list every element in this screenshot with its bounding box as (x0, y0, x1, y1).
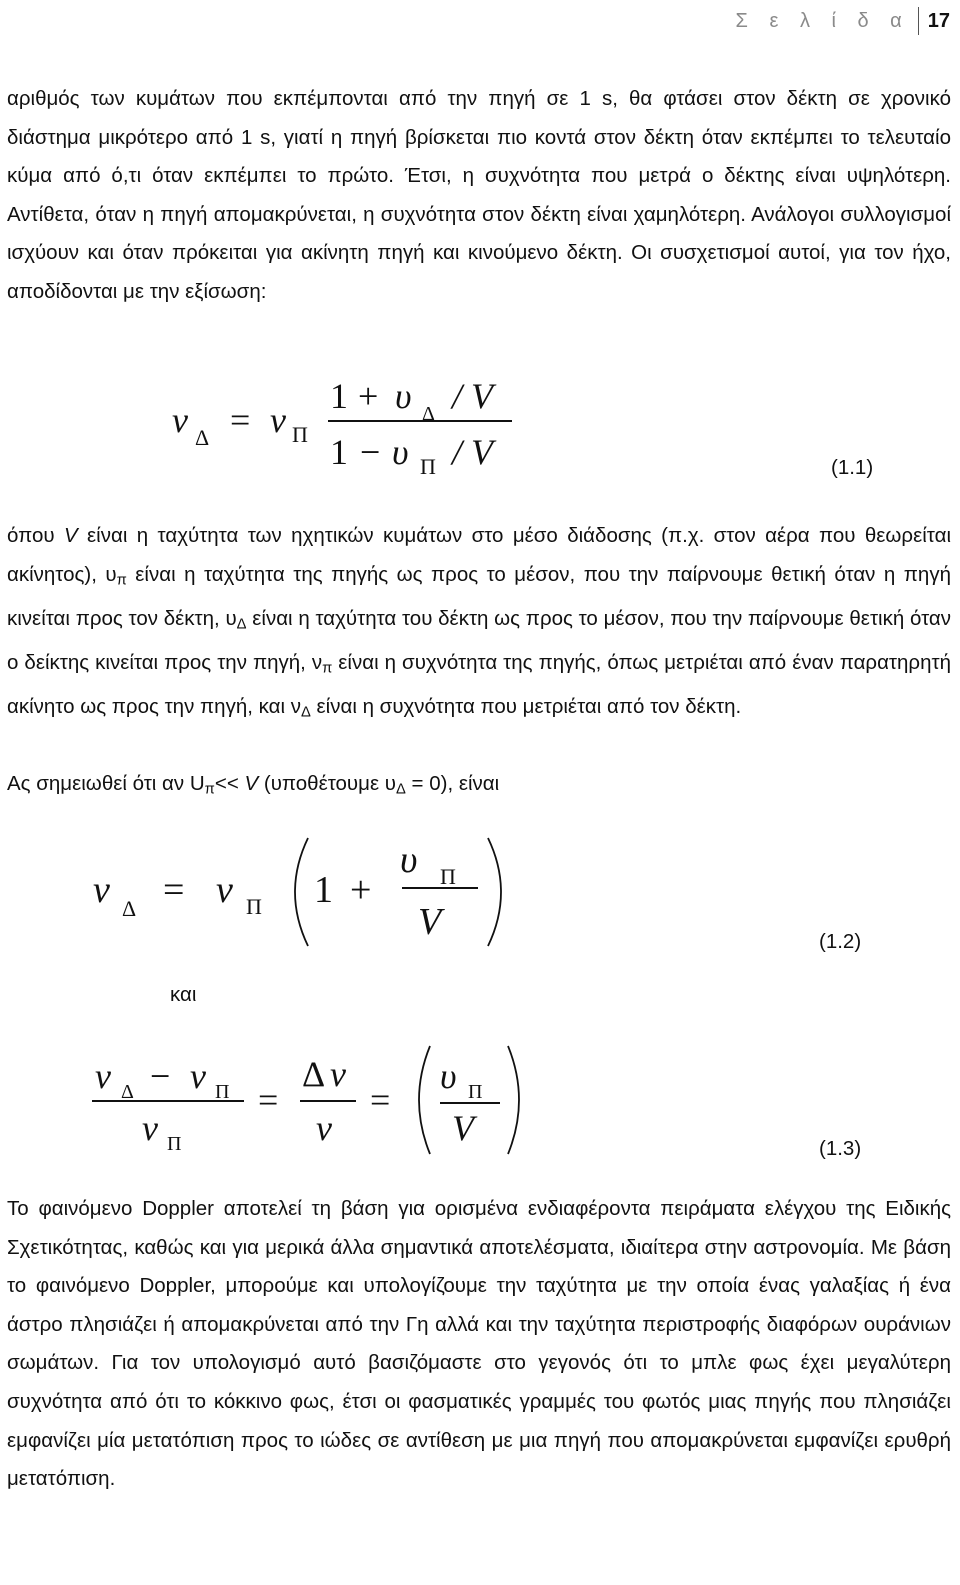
eq2-right-paren (488, 838, 501, 946)
eq1-den-op: − (360, 432, 381, 472)
eq3-dn-var: ν (330, 1054, 346, 1094)
p2-symbol-V: V (63, 524, 78, 547)
eq2-one: 1 (314, 869, 333, 911)
paragraph-1: αριθμός των κυμάτων που εκπέμπονται από την πηγή σε 1 s, θα φτάσει στον δέκτη σε χρονικό διάστημα μικρότερο από 1 s, γιατί η πηγή βρίσκεται πιο κοντά στον δέκτη όταν εκπέμπει το τελευταίο κύμα από ό,τι όταν εκπέμπει το πρώτο. Έτσι, η συχνότητα που μετρά ο δέκτης είναι υψηλότερη. Αντίθετα, όταν η πηγή απομακρύνεται, η συχνότητα στον δέκτη είναι χαμηλότερη. Ανάλογοι συλλογισμοί ισχύουν και όταν πρόκειται για ακίνητη πηγή και κινούμενο δέκτη. Οι συσχετισμοί αυτοί, για τον ήχο, αποδίδονται με την εξίσωση: (7, 87, 951, 303)
eq3-c-sub: Π (167, 1133, 182, 1155)
p2-text-5: είναι η συχνότητα της πηγής, όπως μετριέται από έναν παρατηρητή ακίνητο ως προς την πηγή, και ν (7, 651, 951, 719)
eq3-b-sub: Π (215, 1081, 230, 1103)
eq1-den-div: / V (452, 432, 493, 472)
p2-sub-delta: Δ (236, 616, 247, 633)
p2-text-4: είναι η ταχύτητα του δέκτη ως προς το μέσον, που την παίρνουμε θετική όταν ο δείκτης κινείται προς την πηγή, ν (7, 606, 951, 675)
eq1-den-one: 1 (330, 432, 348, 472)
eq2-factor-sub: Π (246, 894, 262, 919)
eq3-a-sub: Δ (121, 1081, 134, 1103)
page-header (736, 6, 950, 36)
eq2-factor: ν (216, 869, 233, 911)
eq1-den-var: υ (392, 432, 409, 472)
eq1-num-sub: Δ (422, 403, 435, 425)
eq3-right-paren (508, 1046, 519, 1154)
p3-text-2: << (214, 772, 245, 795)
eq2-lhs-sub: Δ (122, 896, 137, 921)
eq1-factor: ν (270, 400, 286, 440)
eq2-left-paren (295, 838, 308, 946)
eq2-num: υ (400, 839, 418, 881)
eq1-num-op: + (358, 376, 379, 416)
p3-symbol-V: V (244, 772, 259, 795)
eq3-equals-2: = (370, 1080, 391, 1120)
eq1-factor-sub: Π (292, 422, 308, 447)
p2-sub-delta-2: Δ (300, 705, 311, 722)
eq3-left-paren (419, 1046, 430, 1154)
eq3-b: ν (190, 1056, 206, 1096)
p2-text-3: είναι η ταχύτητα της πηγής ως προς το μέσον, που την παίρνουμε θετική όταν η πηγή κινείται προς τον δέκτη, υ (7, 562, 951, 630)
eq3-a: ν (95, 1056, 111, 1096)
p2-sub-pi: π (116, 572, 127, 589)
eq3-frac-den: V (452, 1108, 474, 1148)
eq3-minus: − (150, 1056, 171, 1096)
eq1-lhs: ν (172, 400, 188, 440)
p2-text-6: είναι η συχνότητα που μετριέται από τον δέκτη. (310, 695, 742, 719)
eq3-c: ν (142, 1108, 158, 1148)
paragraph-4: Το φαινόμενο Doppler αποτελεί τη βάση για ορισμένα ενδιαφέροντα πειράματα ελέγχου της Ειδικής Σχετικότητας, καθώς και για μερικά άλλα σημαντικά αποτελέσματα, ιδιαίτερα στην αστρονομία. Με βάση το φαινόμενο Doppler, μπορούμε και υπολογίζουμε την ταχύτητα με την οποία ένας γαλαξίας ή ένα άστρο πλησιάζει ή απομακρύνεται από την Γη αλλά και την ταχύτητα περιστροφής διαφόρων ουράνιων σωμάτων. Για τον υπολογισμό αυτό βασιζόμαστε στο γεγονός ότι το μπλε φως έχει μεγαλύτερη συχνότητα από ότι το κόκκινο φως, έτσι οι φασματικές γραμμές του φωτός μιας πηγής που πλησιάζει εμφανίζει μία μετατόπιση προς το ιώδες σε αντίθεση με μια πηγή που απομακρύνεται εμφανίζει ερυθρή μετατόπιση. (7, 1197, 951, 1491)
equation-1-2 (0, 830, 960, 950)
equation-1-1-label: (1.1) (831, 456, 874, 479)
equation-1-3-label: (1.3) (819, 1137, 862, 1160)
equation-1-2-label: (1.2) (819, 930, 862, 953)
eq1-num-div: / V (452, 376, 493, 416)
equation-1-3 (0, 1040, 960, 1160)
eq3-d-den: ν (316, 1108, 332, 1148)
page-number: 17 (927, 9, 950, 32)
eq2-num-sub: Π (440, 864, 456, 889)
p2-text-2: είναι η ταχύτητα των ηχητικών κυμάτων στο μέσο διάδοσης (π.χ. στον αέρα που θεωρείται ακίνητος), υ (7, 524, 951, 586)
p3-text-1: Ας σημειωθεί ότι αν U (7, 772, 205, 795)
paragraph-2 (7, 517, 951, 733)
eq1-num-var: υ (395, 376, 412, 416)
p3-sub-delta: Δ (396, 781, 406, 798)
p3-sub-pi: π (204, 781, 215, 798)
and-text: και (170, 983, 197, 1006)
paragraph-3 (7, 765, 951, 809)
eq3-dn-delta: Δ (302, 1054, 326, 1094)
eq2-lhs: ν (93, 869, 110, 911)
page-label: Σ ε λ ί δ α (735, 9, 910, 32)
eq1-num-one: 1 (330, 376, 348, 416)
eq1-den-sub: Π (420, 454, 436, 479)
p2-sub-pi-2: π (322, 660, 333, 677)
eq2-plus: + (350, 869, 372, 911)
eq2-den: V (418, 901, 442, 943)
eq3-equals-1: = (258, 1080, 279, 1120)
p3-text-4: = 0), είναι (405, 772, 500, 795)
eq3-frac-num-sub: Π (468, 1081, 483, 1103)
eq1-equals: = (230, 400, 251, 440)
p3-text-3: (υποθέτουμε υ (258, 772, 396, 795)
header-divider (918, 7, 919, 35)
eq3-frac-num: υ (440, 1056, 457, 1096)
p2-text-1: όπου (7, 524, 64, 547)
eq2-equals: = (163, 869, 185, 911)
equation-1-1 (0, 370, 960, 480)
eq1-lhs-sub: Δ (195, 425, 210, 450)
